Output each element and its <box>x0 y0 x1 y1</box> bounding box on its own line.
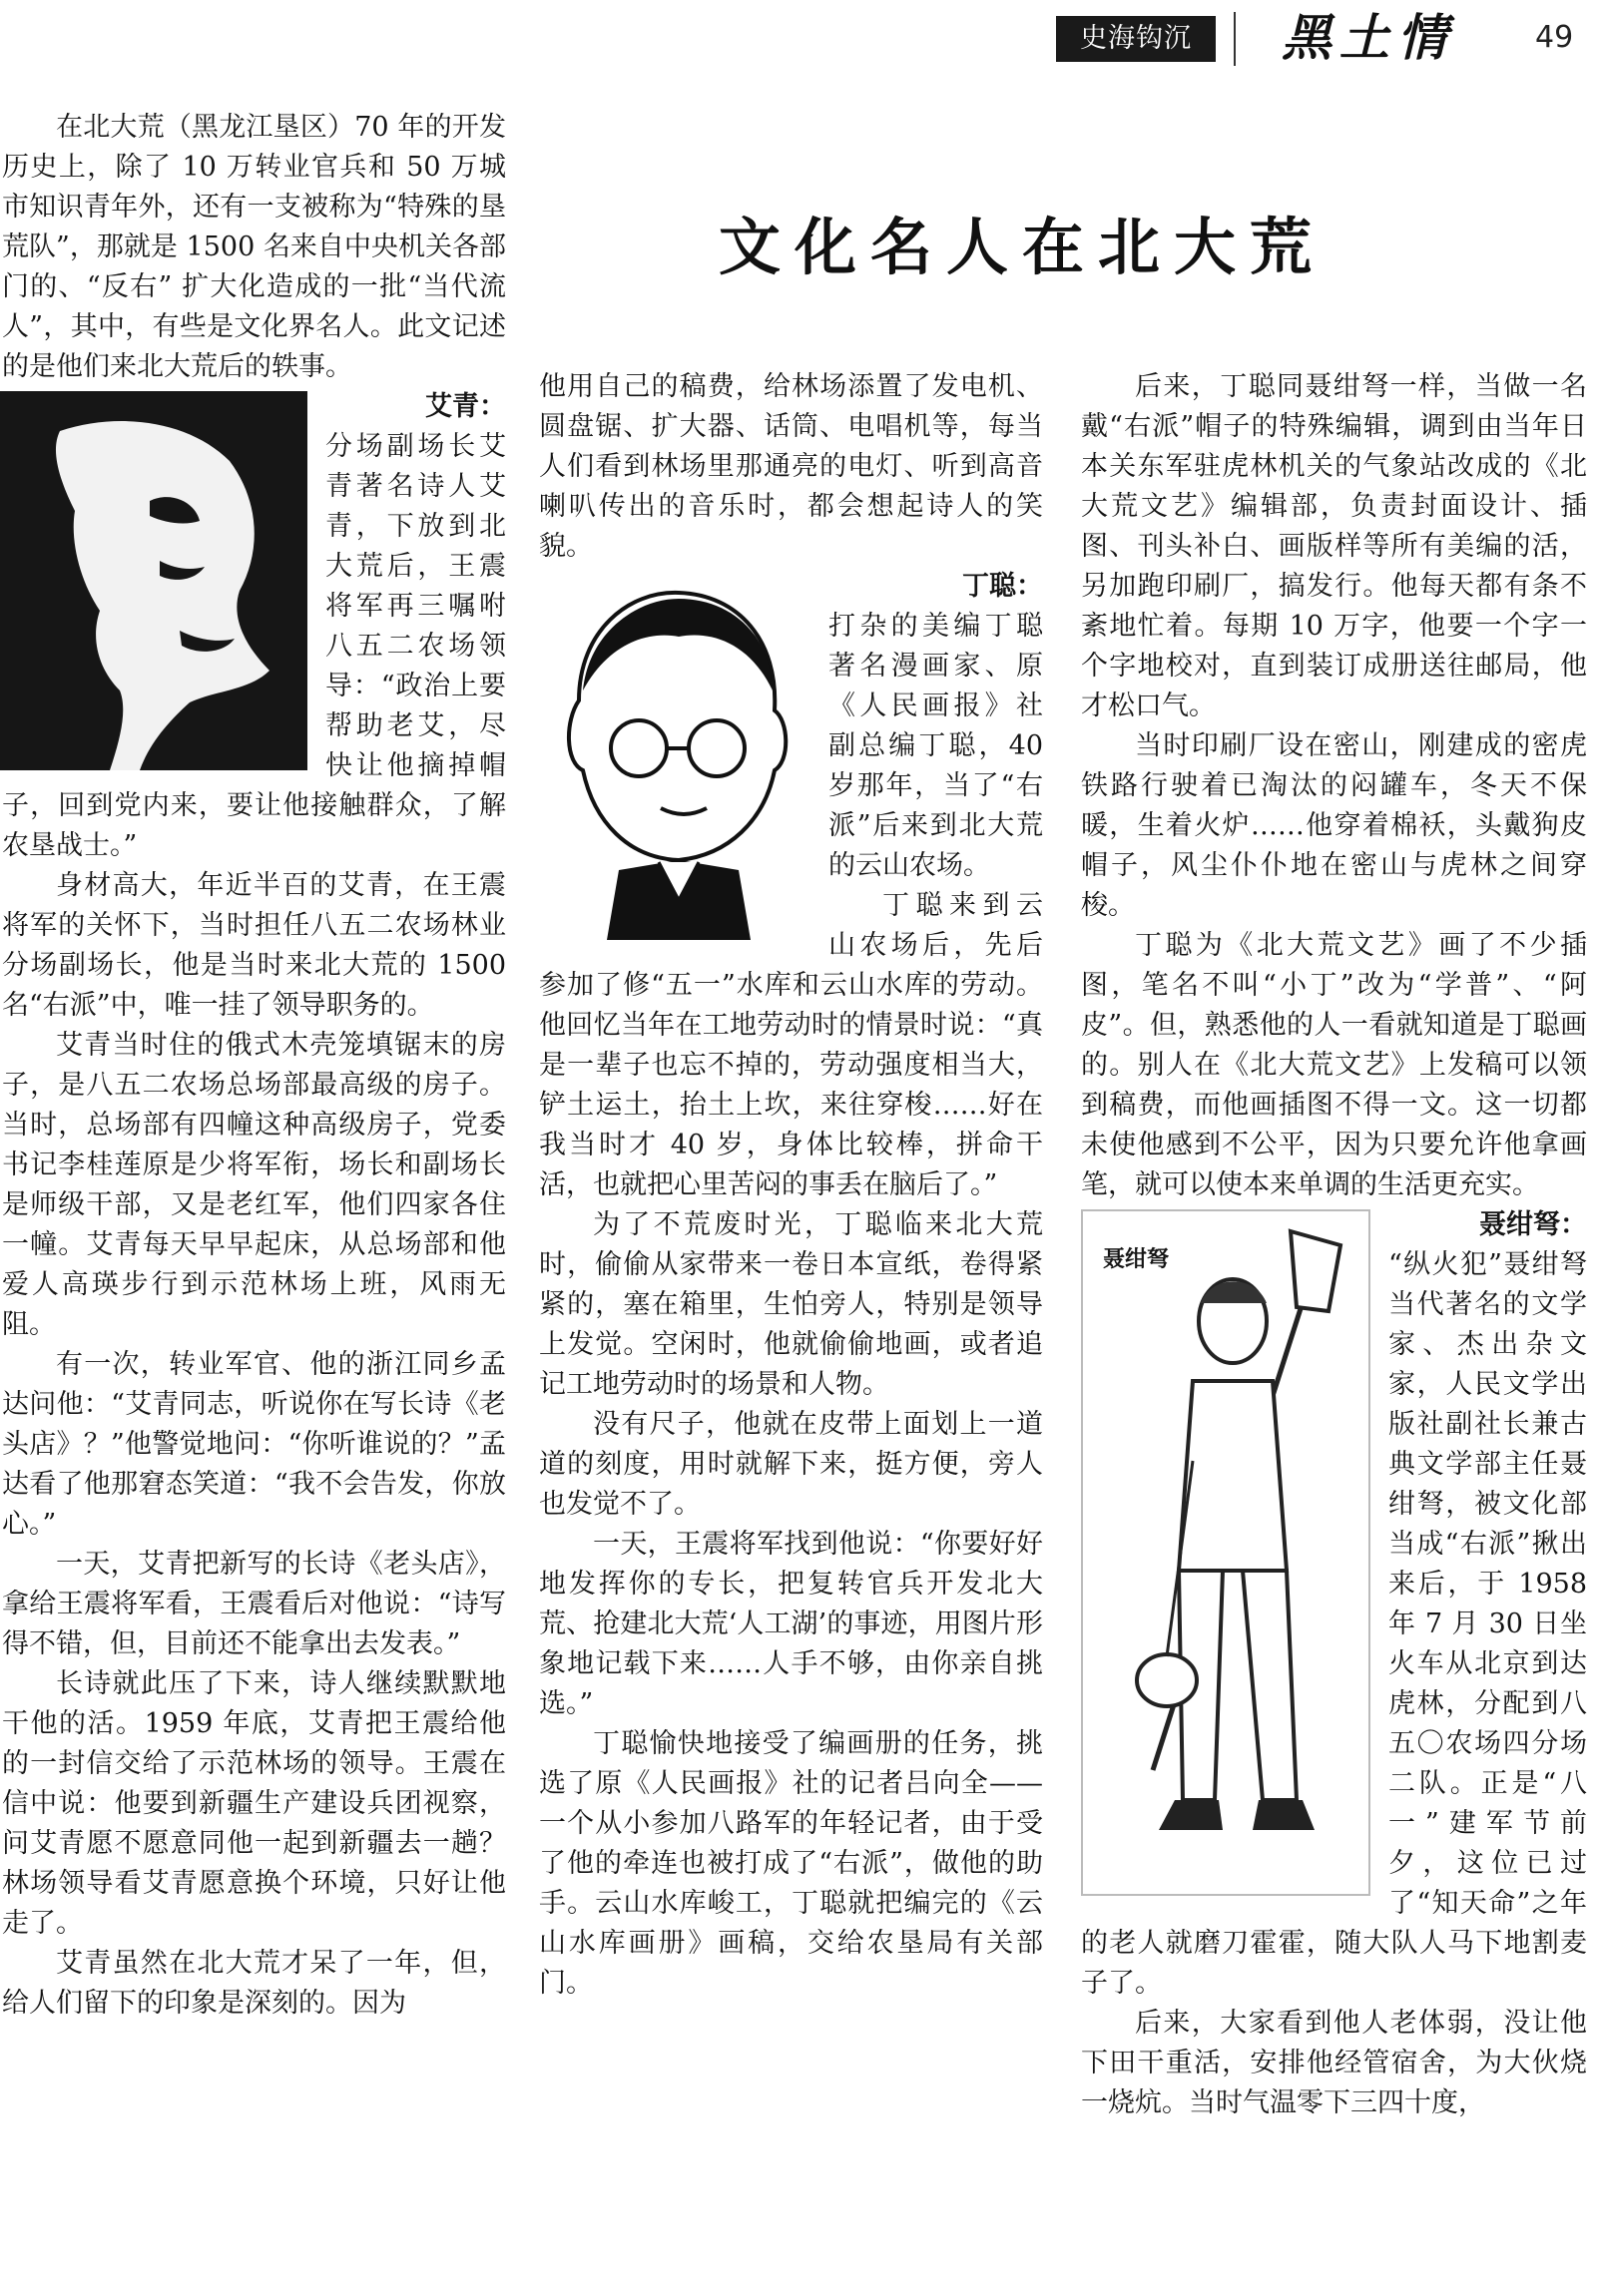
column-middle <box>539 367 1043 2004</box>
ding-cong-name: 丁聪： <box>962 571 1043 602</box>
ai-qing-name: 艾青： <box>425 391 506 422</box>
paragraph: 有一次，转业军官、他的浙江同乡孟达问他：“艾青同志，听说你在写长诗《老头店》？”他警觉地问：“你听谁说的？”孟达看了他那窘态笑道：“我不会告发，你放心。” <box>2 1349 506 1540</box>
article-title: 文化名人在北大荒 <box>719 211 1327 283</box>
paragraph: 艾青虽然在北大荒才呆了一年，但，给人们留下的印象是深刻的。因为 <box>2 1948 506 2019</box>
ding-cong-intro: 打杂的美编丁聪著名漫画家、原《人民画报》社副总编丁聪，40 岁那年，当了“右派”后来到北大荒的云山农场。 <box>828 611 1043 881</box>
paragraph: 后来，大家看到他人老体弱，没让他下田干重活，安排他经管宿舍，为大伙烧一烧炕。当时气温零下三四十度， <box>1081 2008 1587 2118</box>
ding-cong-caricature <box>539 571 810 950</box>
intro-paragraph: 在北大荒（黑龙江垦区）70 年的开发历史上，除了 10 万转业官兵和 50 万城市知识青年外，还有一支被称为“特殊的垦荒队”，那就是 1500 名来自中央机关各部门的、“反右” 扩大化造成的一批“当代流人”，其中，有些是文化界名人。此文记述的是他们来北大荒后的轶事。 <box>2 112 506 382</box>
nie-gannu-sketch <box>1081 1209 1370 1896</box>
nie-gannu-name: 聂绀弩： <box>1479 1209 1587 1240</box>
column-left <box>2 108 506 2024</box>
ai-qing-portrait <box>0 391 307 770</box>
paragraph: 一天，王震将军找到他说：“你要好好地发挥你的专长，把复转官兵开发北大荒、抢建北大荒‘人工湖’的事迹，用图片形象地记载下来……人手不够，由你亲自挑选。” <box>539 1529 1043 1719</box>
header-divider <box>1234 12 1236 66</box>
paragraph: 为了不荒废时光，丁聪临来北大荒时，偷偷从家带来一卷日本宣纸，卷得紧紧的，塞在箱里，生怕旁人，特别是领导上发觉。空闲时，他就偷偷地画，或者追记工地劳动时的场景和人物。 <box>539 1209 1043 1400</box>
magazine-logo: 黑土情 <box>1282 8 1455 67</box>
sketch-caption: 聂绀弩 <box>1103 1246 1170 1272</box>
paragraph: 没有尺子，他就在皮带上面划上一道道的刻度，用时就解下来，挺方便，旁人也发觉不了。 <box>539 1409 1043 1520</box>
paragraph: 一天，艾青把新写的长诗《老头店》，拿给王震将军看，王震看后对他说：“诗写得不错，但，目前还不能拿出去发表。” <box>2 1549 506 1659</box>
nie-gannu-intro: “纵火犯”聂绀弩当代著名的文学家、杰出杂文家，人民文学出版社副社长兼古典文学部主任聂绀弩，被文化部当成“右派”揪出来后，于 1958 年 7 月 30 日坐火车从北京到达虎林，分配到八五〇农场四分场二队。正是“八一”建军节前夕，这位已过了“知天命”之年的老人就磨刀霍霍，随大队人马下地割麦子了。 <box>1081 1249 1587 1999</box>
paragraph: 后来，丁聪同聂绀弩一样，当做一名戴“右派”帽子的特殊编辑，调到由当年日本关东军驻虎林机关的气象站改成的《北大荒文艺》编辑部，负责封面设计、插图、刊头补白、画版样等所有美编的活，另加跑印刷厂，搞发行。他每天都有条不紊地忙着。每期 10 万字，他要一个字一个字地校对，直到装订成册送往邮局，他才松口气。 <box>1081 371 1587 721</box>
paragraph: 丁聪来到云山农场后，先后参加了修“五一”水库和云山水库的劳动。他回忆当年在工地劳动时的情景时说：“真是一辈子也忘不掉的，劳动强度相当大，铲土运土，抬土上坎，来往穿梭……好在我当时才 40 岁，身体比较棒，拼命干活，也就把心里苦闷的事丢在脑后了。” <box>539 890 1043 1200</box>
paragraph: 当时印刷厂设在密山，刚建成的密虎铁路行驶着已淘汰的闷罐车，冬天不保暖，生着火炉……他穿着棉袄，头戴狗皮帽子，风尘仆仆地在密山与虎林之间穿梭。 <box>1081 730 1587 921</box>
paragraph: 他用自己的稿费，给林场添置了发电机、圆盘锯、扩大器、话筒、电唱机等，每当人们看到林场里那通亮的电灯、听到高音喇叭传出的音乐时，都会想起诗人的笑貌。 <box>539 371 1043 562</box>
paragraph: 丁聪愉快地接受了编画册的任务，挑选了原《人民画报》社的记者吕向全——一个从小参加八路军的年轻记者，由于受了他的牵连也被打成了“右派”，做他的助手。云山水库峻工，丁聪就把编完的《云山水库画册》画稿，交给农垦局有关部门。 <box>539 1728 1043 1999</box>
page-number: 49 <box>1535 20 1574 55</box>
paragraph: 身材高大，年近半百的艾青，在王震将军的关怀下，当时担任八五二农场林业分场副场长，他是当时来北大荒的 1500 名“右派”中，唯一挂了领导职务的。 <box>2 870 506 1021</box>
column-right <box>1081 367 1587 2123</box>
paragraph: 长诗就此压了下来，诗人继续默默地干他的活。1959 年底，艾青把王震给他的一封信交给了示范林场的领导。王震在信中说：他要到新疆生产建设兵团视察，问艾青愿不愿意同他一起到新疆去一趟？林场领导看艾青愿意换个环境，只好让他走了。 <box>2 1668 506 1939</box>
paragraph: 丁聪为《北大荒文艺》画了不少插图，笔名不叫“小丁”改为“学普”、“阿皮”。但，熟悉他的人一看就知道是丁聪画的。别人在《北大荒文艺》上发稿可以领到稿费，而他画插图不得一文。这一切都未使他感到不公平，因为只要允许他拿画笔，就可以使本来单调的生活更充实。 <box>1081 930 1587 1200</box>
paragraph: 艾青当时住的俄式木壳笼填锯末的房子，是八五二农场总场部最高级的房子。当时，总场部有四幢这种高级房子，党委书记李桂莲原是少将军衔，场长和副场长是师级干部，又是老红军，他们四家各住一幢。艾青每天早早起床，从总场部和他爱人高瑛步行到示范林场上班，风雨无阻。 <box>2 1030 506 1340</box>
ai-qing-intro: 分场副场长艾青著名诗人艾青，下放到北大荒后，王震将军再三嘱咐八五二农场领导：“政治上要帮助老艾，尽快让他摘掉帽子，回到党内来，要让他接触群众，了解农垦战士。” <box>2 431 506 861</box>
page-header <box>0 0 1597 80</box>
section-tag: 史海钩沉 <box>1056 16 1216 62</box>
